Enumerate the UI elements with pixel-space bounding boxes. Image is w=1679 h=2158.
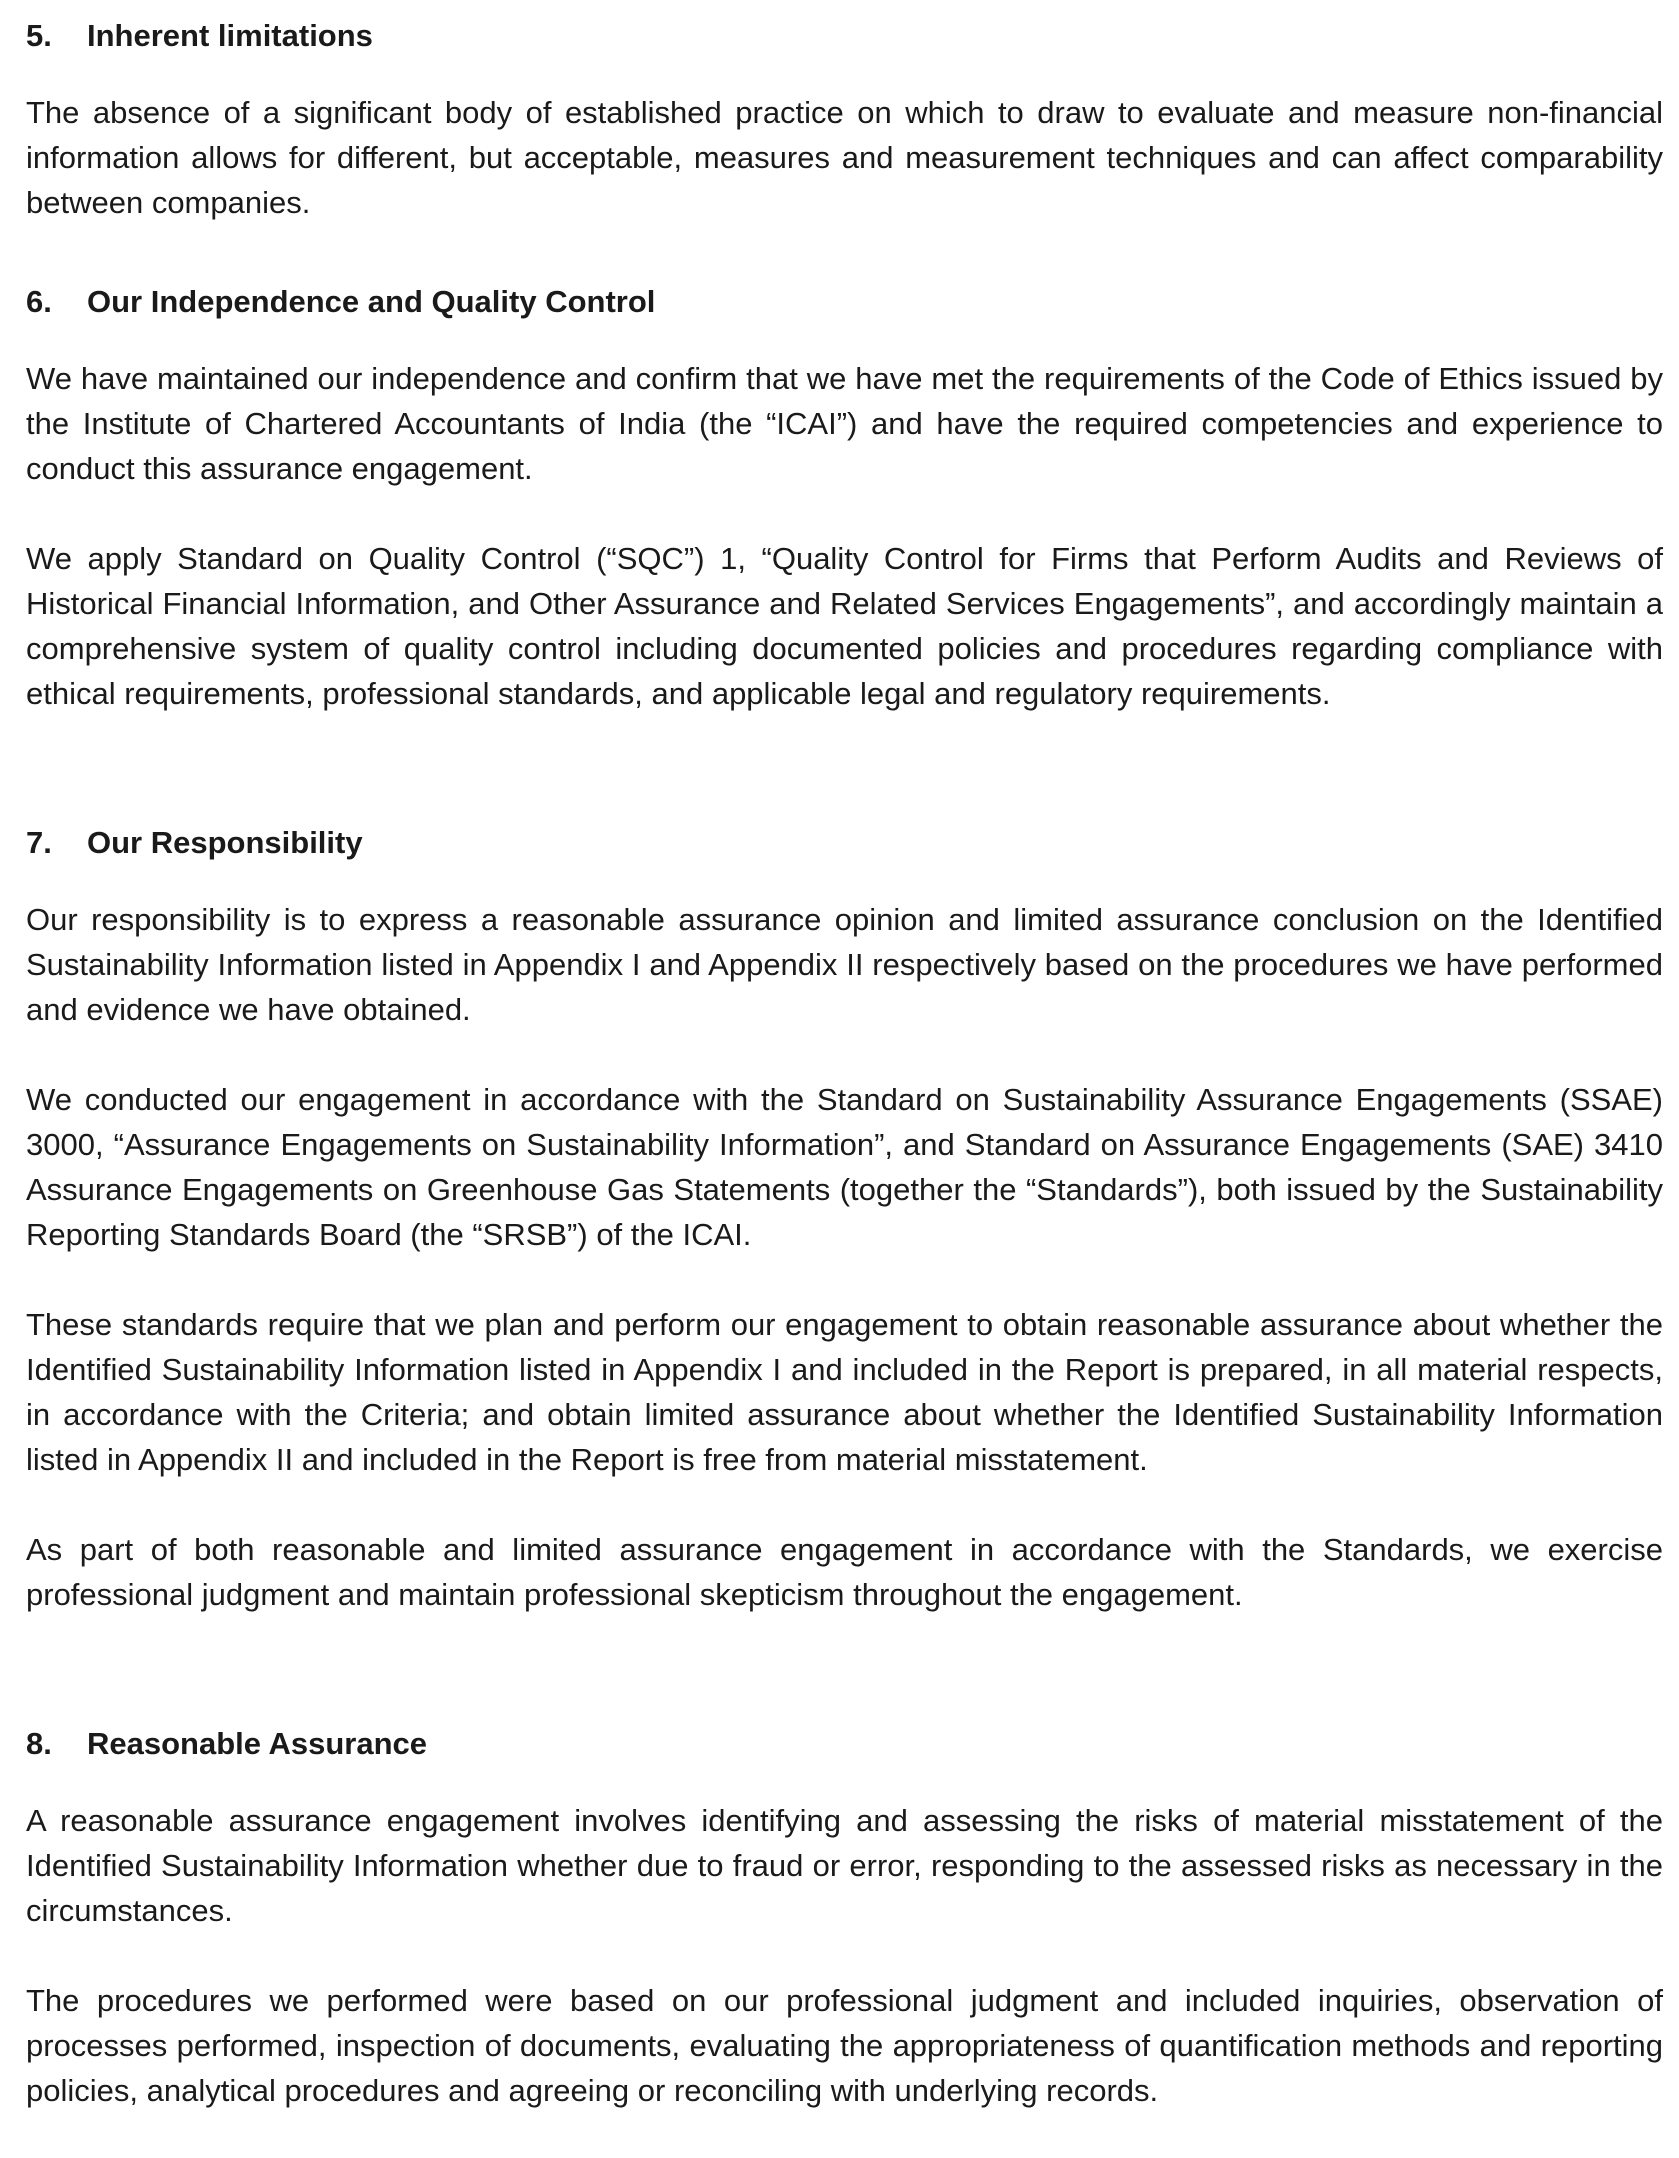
section-number: 5. (26, 18, 52, 53)
paragraph: Our responsibility is to express a reasonable assurance opinion and limited assurance conclusion on the Identified Sustainability Information listed in Appendix I and Appendix II respectively based on the procedures we have performed and evidence we have obtained. (26, 902, 1663, 1027)
paragraph: A reasonable assurance engagement involves identifying and assessing the risks of material misstatement of the Identified Sustainability Information whether due to fraud or error, responding to the assessed risks as necessary in the circumstances. (26, 1803, 1663, 1928)
section-title: Inherent limitations (87, 18, 373, 53)
section-heading (26, 284, 1663, 320)
section-title: Reasonable Assurance (87, 1726, 428, 1761)
section-number: 6. (26, 284, 52, 319)
section-heading (26, 825, 1663, 861)
section-heading (26, 18, 1663, 54)
paragraph: The absence of a significant body of established practice on which to draw to evaluate and measure non-financial information allows for different, but acceptable, measures and measurement techniques and can affect comparability between companies. (26, 95, 1663, 220)
section-title: Our Independence and Quality Control (87, 284, 656, 319)
paragraph: We apply Standard on Quality Control (“SQC”) 1, “Quality Control for Firms that Perform Audits and Reviews of Historical Financial Information, and Other Assurance and Related Services Engagements”, and accordingly maintain a comprehensive system of quality control including documented policies and procedures regarding compliance with ethical requirements, professional standards, and applicable legal and regulatory requirements. (26, 541, 1663, 711)
section-independence-quality-control (26, 284, 1663, 761)
paragraph: These standards require that we plan and perform our engagement to obtain reasonable assurance about whether the Identified Sustainability Information listed in Appendix I and included in the Report is prepared, in all material respects, in accordance with the Criteria; and obtain limited assurance about whether the Identified Sustainability Information listed in Appendix II and included in the Report is free from material misstatement. (26, 1307, 1663, 1477)
paragraph: As part of both reasonable and limited assurance engagement in accordance with the Standards, we exercise professional judgment and maintain professional skepticism throughout the engagement. (26, 1532, 1663, 1612)
section-inherent-limitations (26, 18, 1663, 270)
paragraph: We have maintained our independence and confirm that we have met the requirements of the Code of Ethics issued by the Institute of Chartered Accountants of India (the “ICAI”) and have the required competencies and experience to conduct this assurance engagement. (26, 361, 1663, 486)
paragraph: We conducted our engagement in accordance with the Standard on Sustainability Assurance Engagements (SSAE) 3000, “Assurance Engagements on Sustainability Information”, and Standard on Assurance Engagements (SAE) 3410 Assurance Engagements on Greenhouse Gas Statements (together the “Standards”), both issued by the Sustainability Reporting Standards Board (the “SRSB”) of the ICAI. (26, 1082, 1663, 1252)
section-heading (26, 1726, 1663, 1762)
document-page (26, 0, 1666, 2151)
section-our-responsibility (26, 825, 1663, 1662)
section-title: Our Responsibility (87, 825, 363, 860)
section-number: 7. (26, 825, 52, 860)
section-reasonable-assurance (26, 1726, 1663, 2158)
section-number: 8. (26, 1726, 52, 1761)
paragraph: The procedures we performed were based on our professional judgment and included inquiries, observation of processes performed, inspection of documents, evaluating the appropriateness of quantification methods and reporting policies, analytical procedures and agreeing or reconciling with underlying records. (26, 1983, 1663, 2108)
